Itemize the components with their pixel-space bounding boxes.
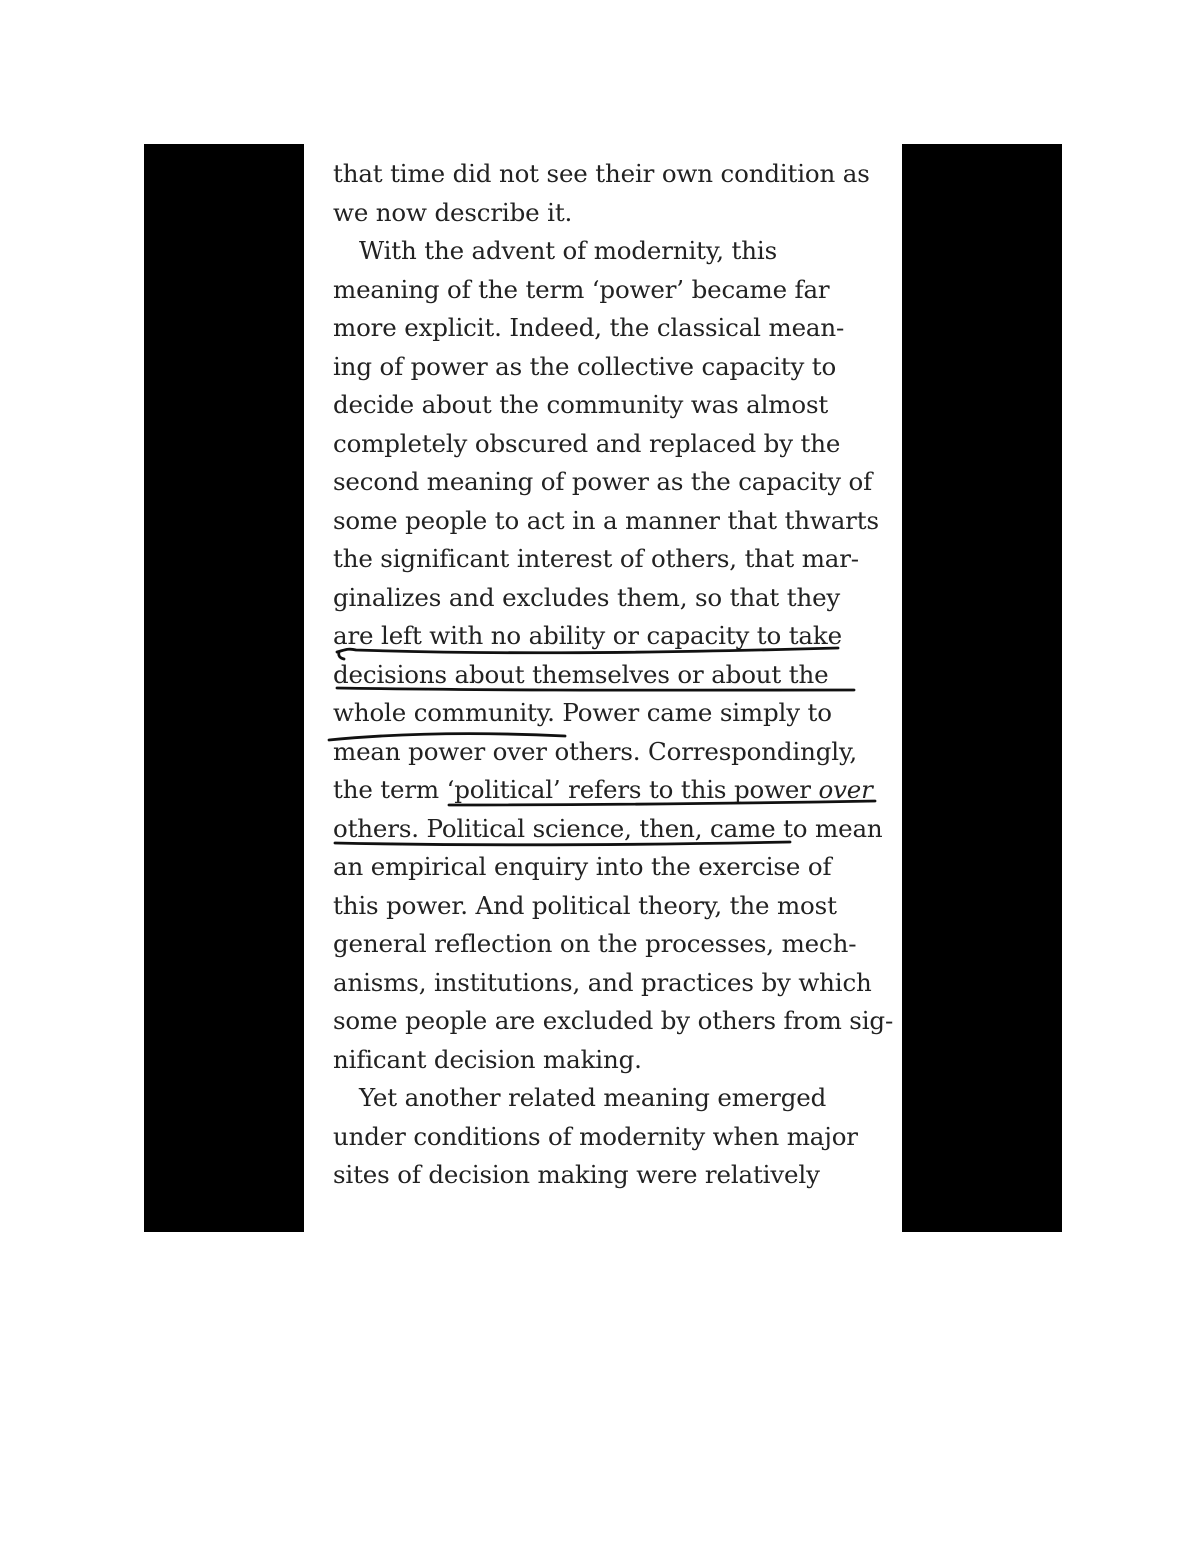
text-line: decide about the community was almost: [333, 390, 829, 419]
text-line: some people to act in a manner that thwarts: [333, 505, 879, 535]
text-line: under conditions of modernity when major: [333, 1121, 858, 1151]
text-line: completely obscured and replaced by the: [333, 428, 841, 458]
text-line: the significant interest of others, that mar-: [333, 544, 859, 573]
text-line: Yet another related meaning emerged: [359, 1083, 827, 1112]
text-line: an empirical enquiry into the exercise of: [333, 852, 832, 881]
text-line-part: the term ‘political’ refers to this power: [333, 775, 819, 804]
text-line: this power. And political theory, the most: [333, 890, 837, 920]
text-line: mean power over others. Correspondingly,: [333, 736, 858, 766]
text-line: second meaning of power as the capacity of: [333, 467, 873, 496]
left-black-bar: [144, 144, 304, 1232]
text-line: decisions about themselves or about the: [333, 659, 829, 689]
text-line: ing of power as the collective capacity to: [333, 351, 837, 381]
text-line: sites of decision making were relatively: [333, 1160, 820, 1189]
text-line: With the advent of modernity, this: [359, 236, 777, 265]
text-line: ginalizes and excludes them, so that they: [333, 582, 841, 612]
right-black-bar: [902, 144, 1062, 1232]
text-line: general reflection on the processes, mech-: [333, 929, 857, 958]
text-line: anisms, institutions, and practices by which: [333, 967, 872, 997]
text-line: we now describe it.: [333, 197, 573, 227]
italic-word: over: [818, 775, 873, 804]
text-line: more explicit. Indeed, the classical mean-: [333, 313, 845, 342]
text-line: nificant decision making.: [333, 1044, 642, 1074]
text-line: meaning of the term ‘power’ became far: [333, 274, 830, 304]
text-line: some people are excluded by others from sig-: [333, 1006, 894, 1035]
text-line: [333, 771, 873, 809]
text-line: others. Political science, then, came to mean: [333, 813, 883, 843]
text-line: whole community. Power came simply to: [333, 698, 832, 727]
text-line: that time did not see their own condition as: [333, 159, 870, 188]
text-line: are left with no ability or capacity to take: [333, 621, 842, 650]
